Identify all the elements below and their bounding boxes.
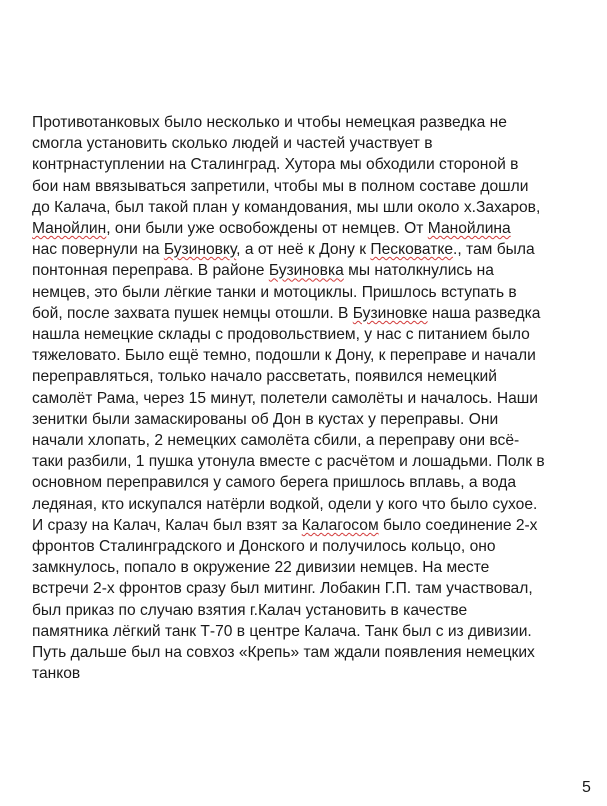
text-segment: мы натолкнулись на (343, 262, 494, 280)
text-segment: ., там была (453, 241, 535, 259)
text-segment: до Калача, был такой план у командования, мы шли около х.Захаров, (32, 198, 541, 216)
text-line (32, 197, 577, 218)
text-segment: переправляться, только начало рассветать, появился немецкий (32, 368, 497, 386)
text-segment: таки разбили, 1 пушка утонула вместе с расчётом и лошадьми. Полк в (32, 453, 545, 471)
text-line (32, 557, 577, 578)
text-line (32, 239, 577, 260)
text-line (32, 621, 577, 642)
text-segment: фронтов Сталинградского и Донского и получилось кольцо, оно (32, 538, 496, 556)
text-segment: И сразу на Калач, Калач был взят за (32, 516, 302, 534)
text-segment: , они были уже освобождены от немцев. От (106, 220, 428, 238)
text-line (32, 536, 577, 557)
text-line (32, 133, 577, 154)
text-segment: начали хлопать, 2 немецких самолёта сбили, а переправу они всё- (32, 432, 520, 450)
text-line (32, 409, 577, 430)
text-line (32, 260, 577, 281)
text-segment: немцев, это были лёгкие танки и мотоциклы. Пришлось вступать в (32, 283, 517, 301)
text-line (32, 578, 577, 599)
text-line (32, 112, 577, 133)
text-segment: контрнаступлении на Сталинград. Хутора мы обходили стороной в (32, 156, 519, 174)
text-segment: бои нам ввязываться запретили, чтобы мы в полном составе дошли (32, 177, 529, 195)
text-segment: самолёт Рама, через 15 минут, полетели самолёты и началось. Наши (32, 389, 538, 407)
text-segment: танков (32, 665, 81, 683)
body-text (32, 112, 577, 684)
text-line (32, 642, 577, 663)
text-segment: бой, после захвата пушек немцы отошли. В (32, 304, 353, 322)
spellcheck-flagged-word: Бузиновку (163, 241, 237, 259)
spellcheck-flagged-word: Манойлин (32, 220, 107, 238)
text-segment: смогла установить сколько людей и частей участвует в (32, 135, 433, 153)
text-line (32, 282, 577, 303)
text-line (32, 154, 577, 175)
text-line (32, 303, 577, 324)
spellcheck-flagged-word: Песковатке (370, 241, 454, 259)
text-line (32, 663, 577, 684)
text-line (32, 176, 577, 197)
text-line (32, 430, 577, 451)
text-segment: наша разведка (427, 304, 541, 322)
text-segment: памятника лёгкий танк Т-70 в центре Калача. Танк был с из дивизии. (32, 622, 532, 640)
text-segment: Путь дальше был на совхоз «Крепь» там ждали появления немецких (32, 644, 535, 662)
text-segment: встречи 2-х фронтов сразу был митинг. Лобакин Г.П. там участвовал, (32, 580, 533, 598)
text-line (32, 388, 577, 409)
text-segment: основном переправился у самого берега пришлось вплавь, а вода (32, 474, 517, 492)
text-line (32, 451, 577, 472)
text-segment: было соединение 2-х (378, 516, 538, 534)
text-line (32, 600, 577, 621)
text-line (32, 324, 577, 345)
text-line (32, 218, 577, 239)
text-segment: зенитки были замаскированы об Дон в кустах у переправы. Они (32, 410, 499, 428)
text-line (32, 345, 577, 366)
text-line (32, 472, 577, 493)
text-segment: , а от неё к Дону к (236, 241, 371, 259)
text-line (32, 366, 577, 387)
text-segment: Противотанковых было несколько и чтобы немецкая разведка не (32, 114, 507, 131)
spellcheck-flagged-word: Калагосом (301, 516, 379, 534)
text-segment: ледяная, кто искупался натёрли водкой, одели у кого что было сухое. (32, 495, 538, 513)
text-segment: замкнулось, попало в окружение 22 дивизии немцев. На месте (32, 559, 490, 577)
page-number: 5 (582, 779, 591, 796)
text-segment: нашла немецкие склады с продовольствием, у нас с питанием было (32, 326, 530, 344)
spellcheck-flagged-word: Манойлина (427, 220, 511, 238)
text-line (32, 494, 577, 515)
text-segment: тяжеловато. Было ещё темно, подошли к Дону, к переправе и начали (32, 347, 536, 365)
spellcheck-flagged-word: Бузиновка (268, 262, 344, 280)
text-segment: был приказ по случаю взятия г.Калач установить в качестве (32, 601, 468, 619)
spellcheck-flagged-word: Бузиновке (352, 304, 428, 322)
text-segment: понтонная переправа. В районе (32, 262, 269, 280)
text-segment: нас повернули на (32, 241, 164, 259)
text-line (32, 515, 577, 536)
